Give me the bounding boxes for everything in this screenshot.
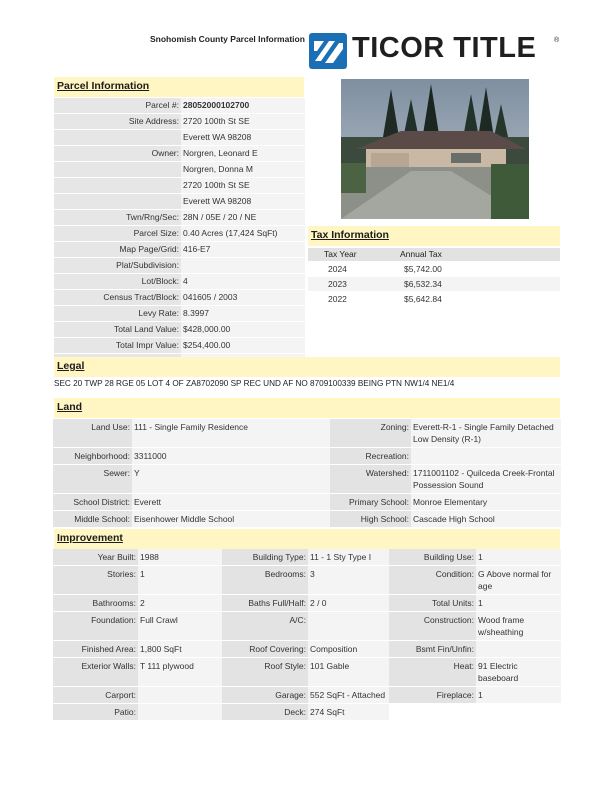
parcel-value: 416-E7 [181,242,305,257]
improvement-value [138,687,222,703]
parcel-label: Owner: [54,146,181,161]
parcel-value: Norgren, Leonard E [181,146,305,161]
improvement-value: 1988 [138,549,222,565]
parcel-label [54,130,181,145]
land-value [411,448,561,464]
tax-year: 2022 [328,294,347,304]
land-value: 3311000 [132,448,330,464]
improvement-value-line: w/sheathing [478,627,524,637]
land-value [411,511,561,527]
improvement-table [53,548,561,721]
land-label: Neighborhood: [53,448,132,464]
improvement-value: 101 Gable [308,658,389,686]
improvement-heading: Improvement [57,532,123,544]
improvement-value: 1 [138,566,222,594]
improvement-value-line: 91 Electric [478,661,518,671]
improvement-value-line: Wood frame [478,615,525,625]
land-value-line: Low Density (R-1) [413,434,482,444]
improvement-value [476,595,561,611]
improvement-value: 552 SqFt - Attached [308,687,389,703]
legal-heading: Legal [57,360,85,372]
improvement-value: T 111 plywood [138,658,222,686]
parcel-row [54,146,305,161]
tax-amount: $5,742.00 [404,264,442,274]
land-value: Eisenhower Middle School [132,511,330,527]
land-label: Land Use: [53,419,132,447]
improvement-row [53,704,561,720]
improvement-label: Stories: [53,566,138,594]
improvement-label: A/C: [222,612,308,640]
brand-name: TICOR TITLE [352,32,537,64]
land-label: Zoning: [330,419,411,447]
land-value-line: 1711001102 - Quilceda Creek-Frontal [413,468,555,478]
parcel-label: Parcel Size: [54,226,181,241]
improvement-value [476,612,561,640]
land-label: Watershed: [330,465,411,493]
tax-amount: $6,532.34 [404,279,442,289]
improvement-row [53,595,561,611]
improvement-value [476,641,561,657]
improvement-value [476,687,561,703]
parcel-value: Everett WA 98208 [181,130,305,145]
parcel-label [54,194,181,209]
improvement-row [53,641,561,657]
land-table [53,418,561,528]
improvement-value: 274 SqFt [308,704,389,720]
parcel-label [54,162,181,177]
parcel-label: Total Land Value: [54,322,181,337]
improvement-value: 2 [138,595,222,611]
parcel-row [54,162,305,177]
parcel-row [54,178,305,193]
land-value: Everett [132,494,330,510]
parcel-value: 4 [181,274,305,289]
parcel-value: 8.3997 [181,306,305,321]
improvement-value [308,612,389,640]
land-value: 111 - Single Family Residence [132,419,330,447]
improvement-label: Year Built: [53,549,138,565]
improvement-row [53,687,561,703]
tax-year: 2023 [328,279,347,289]
parcel-value: $254,400.00 [181,338,305,353]
improvement-value-line: 1 [478,690,483,700]
improvement-value: 1,800 SqFt [138,641,222,657]
parcel-value: 2720 100th St SE [181,178,305,193]
parcel-row [54,194,305,209]
parcel-label: Lot/Block: [54,274,181,289]
parcel-value [181,258,305,273]
legal-section-header [54,357,560,377]
improvement-row [53,658,561,686]
improvement-label: Bedrooms: [222,566,308,594]
improvement-value: 3 [308,566,389,594]
improvement-label: Roof Covering: [222,641,308,657]
land-heading: Land [57,401,83,413]
improvement-label: Carport: [53,687,138,703]
improvement-value-line: age [478,581,493,591]
improvement-label: Condition: [389,566,476,594]
land-value [411,419,561,447]
improvement-value: Full Crawl [138,612,222,640]
improvement-label: Building Use: [389,549,476,565]
brand-registered-mark: ® [554,37,560,44]
improvement-label: Construction: [389,612,476,640]
parcel-label: Twn/Rng/Sec: [54,210,181,225]
tax-row [308,277,560,291]
improvement-value: 2 / 0 [308,595,389,611]
improvement-value-line: baseboard [478,673,519,683]
parcel-value: 28052000102700 [181,98,305,113]
improvement-label: Fireplace: [389,687,476,703]
land-value: Y [132,465,330,493]
land-value [411,465,561,493]
improvement-label: Bsmt Fin/Unfin: [389,641,476,657]
land-label: Primary School: [330,494,411,510]
improvement-value: Composition [308,641,389,657]
improvement-value [476,566,561,594]
land-row [53,419,561,447]
land-row [53,465,561,493]
tax-row [308,262,560,276]
parcel-table [54,97,305,370]
parcel-label [54,178,181,193]
parcel-value: $428,000.00 [181,322,305,337]
parcel-label: Parcel #: [54,98,181,113]
improvement-row [53,566,561,594]
improvement-label: Deck: [222,704,308,720]
improvement-label: Patio: [53,704,138,720]
land-label: Sewer: [53,465,132,493]
parcel-row [54,130,305,145]
improvement-row [53,612,561,640]
improvement-value [476,658,561,686]
improvement-value-line: G Above normal for [478,569,552,579]
improvement-label: Baths Full/Half: [222,595,308,611]
improvement-label: Finished Area: [53,641,138,657]
tax-year-column-header: Tax Year [324,249,357,259]
parcel-row [54,210,305,225]
improvement-value [476,549,561,565]
parcel-row [54,242,305,257]
parcel-section-header [54,77,304,97]
parcel-label: Levy Rate: [54,306,181,321]
land-section-header [54,398,560,418]
land-label: Middle School: [53,511,132,527]
land-row [53,494,561,510]
tax-table-header [308,248,560,261]
parcel-label: Plat/Subdivision: [54,258,181,273]
tax-heading: Tax Information [311,229,389,241]
tax-year: 2024 [328,264,347,274]
land-value [411,494,561,510]
parcel-heading: Parcel Information [57,80,150,92]
improvement-value-line: 1 [478,552,483,562]
property-photo [341,79,529,219]
land-value-line: Possession Sound [413,480,484,490]
parcel-row [54,98,305,113]
parcel-value: 041605 / 2003 [181,290,305,305]
land-label: Recreation: [330,448,411,464]
parcel-row [54,226,305,241]
parcel-label: Total Impr Value: [54,338,181,353]
improvement-label: Heat: [389,658,476,686]
improvement-label: Garage: [222,687,308,703]
improvement-value [138,704,222,720]
improvement-value: 11 - 1 Sty Type I [308,549,389,565]
land-value-line: Monroe Elementary [413,497,488,507]
parcel-row [54,322,305,337]
parcel-value: Everett WA 98208 [181,194,305,209]
report-title: Snohomish County Parcel Information [150,34,305,44]
improvement-label: Foundation: [53,612,138,640]
parcel-row [54,290,305,305]
improvement-label: Roof Style: [222,658,308,686]
parcel-row [54,258,305,273]
land-label: School District: [53,494,132,510]
improvement-label: Exterior Walls: [53,658,138,686]
parcel-row [54,306,305,321]
improvement-section-header [54,529,560,549]
improvement-label: Building Type: [222,549,308,565]
parcel-row [54,338,305,353]
improvement-value [476,704,561,720]
parcel-label: Census Tract/Block: [54,290,181,305]
parcel-row [54,274,305,289]
annual-tax-column-header: Annual Tax [400,249,442,259]
land-value-line: Cascade High School [413,514,495,524]
land-row [53,511,561,527]
land-row [53,448,561,464]
parcel-value: 2720 100th St SE [181,114,305,129]
improvement-row [53,549,561,565]
improvement-label [389,704,476,720]
parcel-row [54,114,305,129]
parcel-value: 28N / 05E / 20 / NE [181,210,305,225]
land-value-line: Everett-R-1 - Single Family Detached [413,422,554,432]
improvement-value-line: 1 [478,598,483,608]
legal-description: SEC 20 TWP 28 RGE 05 LOT 4 OF ZA8702090 SP REC UND AF NO 8709100339 BEING PTN NW1/4 NE1/4 [54,379,455,388]
land-label: High School: [330,511,411,527]
parcel-label: Site Address: [54,114,181,129]
tax-row [308,292,560,306]
parcel-value: 0.40 Acres (17,424 SqFt) [181,226,305,241]
improvement-label: Total Units: [389,595,476,611]
tax-section-header [308,226,560,246]
tax-amount: $5,642.84 [404,294,442,304]
parcel-label: Map Page/Grid: [54,242,181,257]
parcel-value: Norgren, Donna M [181,162,305,177]
improvement-label: Bathrooms: [53,595,138,611]
